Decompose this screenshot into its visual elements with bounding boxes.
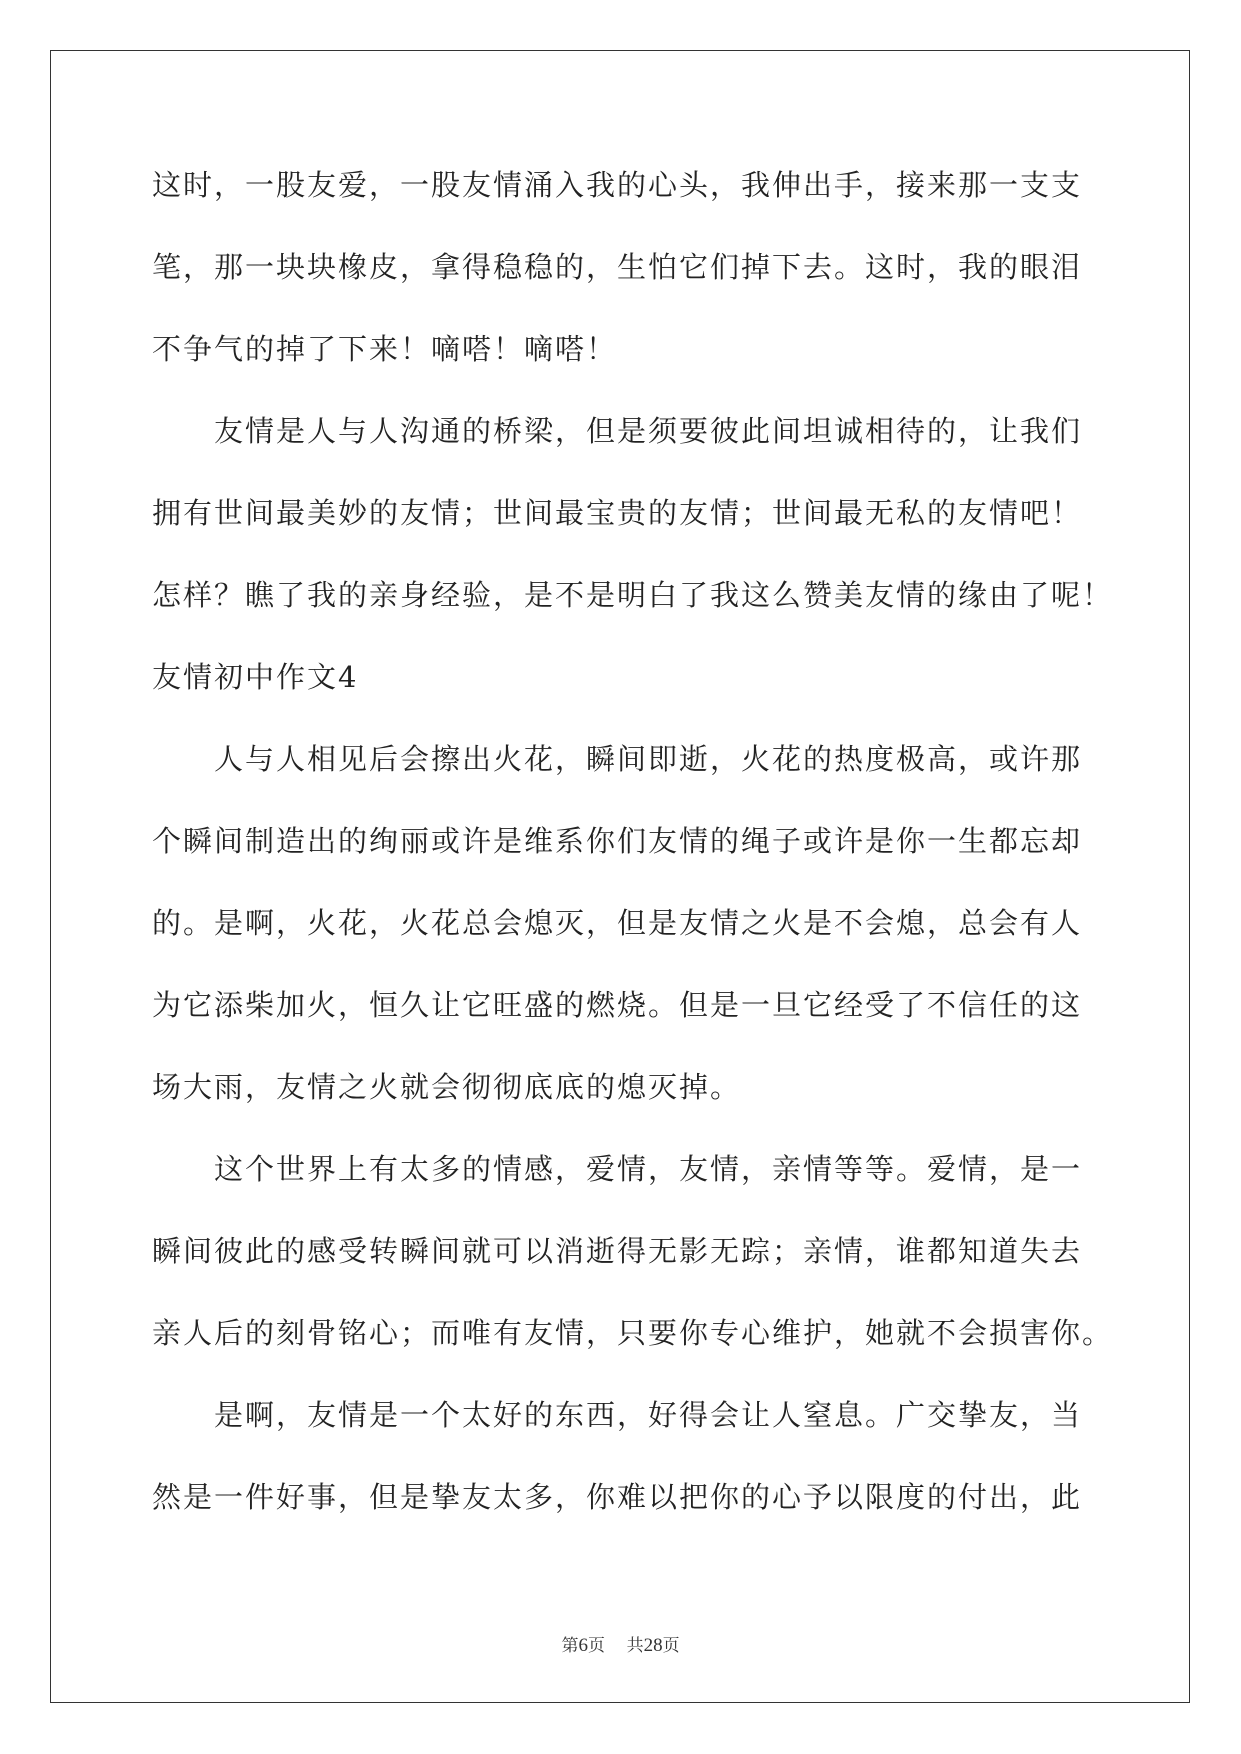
footer-total-suffix: 页 — [662, 1636, 680, 1656]
text-line: 为它添柴加火，恒久让它旺盛的燃烧。但是一旦它经受了不信任的这 — [152, 988, 1083, 1022]
text-line: 是啊，友情是一个太好的东西，好得会让人窒息。广交挚友，当 — [214, 1398, 1083, 1432]
text-line: 不争气的掉了下来！嘀嗒！嘀嗒！ — [152, 332, 618, 366]
page-total: 28 — [643, 1635, 663, 1656]
text-line: 笔，那一块块橡皮，拿得稳稳的，生怕它们掉下去。这时，我的眼泪 — [152, 250, 1083, 284]
text-line: 这时，一股友爱，一股友情涌入我的心头，我伸出手，接来那一支支 — [152, 168, 1083, 202]
footer-page-suffix: 页 — [587, 1636, 605, 1656]
page-footer — [0, 1631, 1241, 1657]
text-line: 亲人后的刻骨铭心；而唯有友情，只要你专心维护，她就不会损害你。 — [152, 1316, 1114, 1350]
page-number: 6 — [578, 1635, 588, 1656]
text-line: 个瞬间制造出的绚丽或许是维系你们友情的绳子或许是你一生都忘却 — [152, 824, 1083, 858]
text-line: 怎样？瞧了我的亲身经验，是不是明白了我这么赞美友情的缘由了呢！ — [152, 578, 1114, 612]
text-line: 的。是啊，火花，火花总会熄灭，但是友情之火是不会熄，总会有人 — [152, 906, 1083, 940]
text-line: 拥有世间最美妙的友情；世间最宝贵的友情；世间最无私的友情吧！ — [152, 496, 1083, 530]
text-line: 瞬间彼此的感受转瞬间就可以消逝得无影无踪；亲情，谁都知道失去 — [152, 1234, 1083, 1268]
text-line: 场大雨，友情之火就会彻彻底底的熄灭掉。 — [152, 1070, 742, 1104]
section-heading: 友情初中作文4 — [152, 660, 359, 694]
document-body — [152, 162, 1114, 1556]
text-line: 友情是人与人沟通的桥梁，但是须要彼此间坦诚相待的，让我们 — [214, 414, 1083, 448]
text-line: 然是一件好事，但是挚友太多，你难以把你的心予以限度的付出，此 — [152, 1480, 1083, 1514]
footer-prefix: 第 — [561, 1636, 579, 1656]
footer-total-prefix: 共 — [626, 1636, 644, 1656]
text-line: 这个世界上有太多的情感，爱情，友情，亲情等等。爱情，是一 — [214, 1152, 1083, 1186]
text-line: 人与人相见后会擦出火花，瞬间即逝，火花的热度极高，或许那 — [214, 742, 1083, 776]
